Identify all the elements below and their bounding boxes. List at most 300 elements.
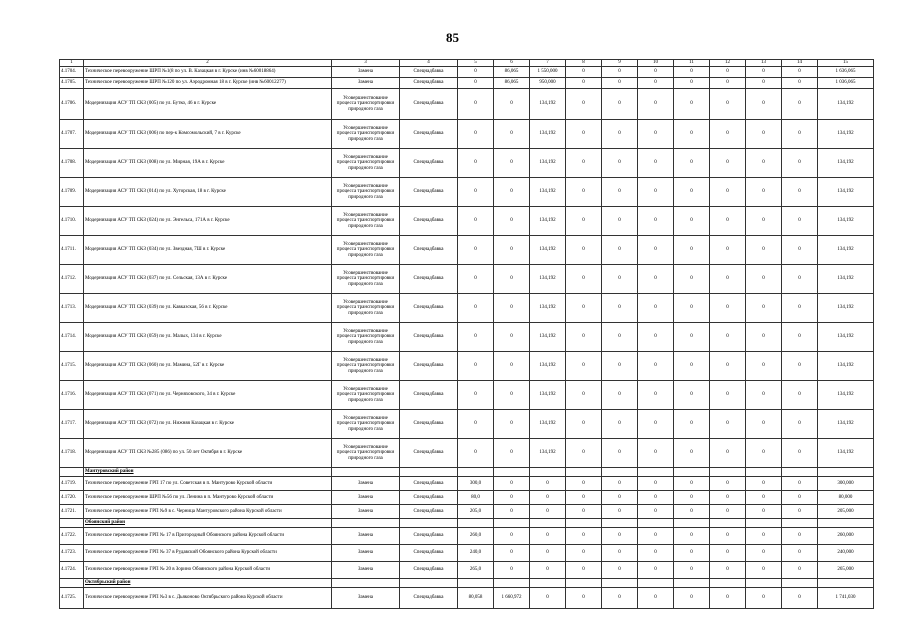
empty-cell	[818, 468, 874, 477]
empty-cell	[566, 519, 602, 528]
empty-cell	[60, 519, 84, 528]
empty-cell	[710, 579, 746, 588]
empty-cell	[782, 579, 818, 588]
value-cell: 0	[494, 120, 530, 149]
value-cell: 0	[602, 439, 638, 468]
value-cell: 134,192	[530, 381, 566, 410]
value-cell: 0	[674, 178, 710, 207]
empty-cell	[710, 519, 746, 528]
empty-cell	[674, 579, 710, 588]
object-name: Техническое перевооружение ГРП 17 по ул. Советская в п. Мантурово Курской области	[84, 477, 332, 491]
value-cell: 80,0	[458, 491, 494, 505]
value-cell: 0	[602, 588, 638, 609]
table-row	[60, 89, 874, 120]
value-cell: 86,065	[494, 67, 530, 78]
value-cell: 0	[602, 323, 638, 352]
value-cell: 0	[458, 323, 494, 352]
value-cell: 0	[638, 352, 674, 381]
column-number: 3	[332, 60, 400, 67]
section-row	[60, 468, 874, 477]
empty-cell	[566, 468, 602, 477]
value-cell: 0	[602, 207, 638, 236]
value-cell: 0	[530, 545, 566, 562]
value-cell: 0	[566, 67, 602, 78]
object-name: Модернизация АСУ ТП СКЗ (008) по ул. Мирная, 19А в г. Курске	[84, 149, 332, 178]
column-number: 12	[710, 60, 746, 67]
value-cell: 0	[746, 178, 782, 207]
object-name: Модернизация АСУ ТП СКЗ №285 (086) по ул. 50 лет Октября в г. Курске	[84, 439, 332, 468]
value-cell: 0	[458, 207, 494, 236]
value-cell: 0	[710, 67, 746, 78]
value-cell: 0	[746, 67, 782, 78]
empty-cell	[530, 519, 566, 528]
value-cell: 265,0	[458, 562, 494, 579]
total-value: 265,000	[818, 562, 874, 579]
value-cell: 0	[782, 67, 818, 78]
value-cell: 0	[710, 207, 746, 236]
table-row	[60, 491, 874, 505]
value-cell: 0	[638, 323, 674, 352]
action-type: Усовершенствование процесса транспортировки природного газа	[332, 323, 400, 352]
row-id: 4.1714.	[60, 323, 84, 352]
value-cell: 0	[494, 89, 530, 120]
action-type: Усовершенствование процесса транспортировки природного газа	[332, 120, 400, 149]
value-cell: 0	[638, 562, 674, 579]
funding-source: Спецнадбавка	[400, 410, 458, 439]
value-cell: 0	[674, 562, 710, 579]
value-cell: 0	[494, 323, 530, 352]
action-type: Замена	[332, 545, 400, 562]
value-cell: 0	[710, 588, 746, 609]
value-cell: 0	[566, 265, 602, 294]
value-cell: 0	[710, 78, 746, 89]
table-row	[60, 149, 874, 178]
value-cell: 0	[638, 528, 674, 545]
table-row	[60, 381, 874, 410]
object-name: Модернизация АСУ ТП СКЗ (005) по ул. Бутко, 46 в г. Курске	[84, 89, 332, 120]
action-type: Замена	[332, 528, 400, 545]
value-cell: 0	[494, 410, 530, 439]
row-id: 4.1706.	[60, 89, 84, 120]
total-value: 205,000	[818, 505, 874, 519]
action-type: Замена	[332, 588, 400, 609]
object-name: Техническое перевооружение ШРП №56 по ул. Ленина в п. Мантурово Курской области	[84, 491, 332, 505]
total-value: 134,192	[818, 352, 874, 381]
value-cell: 0	[782, 294, 818, 323]
table-row	[60, 236, 874, 265]
value-cell: 0	[566, 236, 602, 265]
table-row	[60, 265, 874, 294]
value-cell: 0	[710, 265, 746, 294]
column-number: 1	[60, 60, 84, 67]
page-number: 85	[446, 30, 459, 45]
value-cell: 0	[710, 120, 746, 149]
value-cell: 0	[782, 149, 818, 178]
total-value: 134,192	[818, 236, 874, 265]
value-cell: 0	[782, 477, 818, 491]
value-cell: 0	[638, 120, 674, 149]
value-cell: 0	[458, 410, 494, 439]
value-cell: 0	[494, 207, 530, 236]
table-row	[60, 294, 874, 323]
value-cell: 240,0	[458, 545, 494, 562]
value-cell: 0	[782, 588, 818, 609]
object-name: Модернизация АСУ ТП СКЗ (059) по ул. Малых, 134 в г. Курске	[84, 323, 332, 352]
empty-cell	[458, 579, 494, 588]
row-id: 4.1716.	[60, 381, 84, 410]
value-cell: 0	[458, 381, 494, 410]
value-cell: 0	[674, 323, 710, 352]
funding-source: Спецнадбавка	[400, 588, 458, 609]
value-cell: 0	[710, 439, 746, 468]
value-cell: 0	[494, 178, 530, 207]
table-row	[60, 505, 874, 519]
total-value: 240,000	[818, 545, 874, 562]
investment-table	[59, 59, 874, 609]
value-cell: 0	[530, 505, 566, 519]
value-cell: 0	[602, 67, 638, 78]
action-type: Усовершенствование процесса транспортировки природного газа	[332, 236, 400, 265]
value-cell: 0	[782, 491, 818, 505]
value-cell: 0	[602, 381, 638, 410]
empty-cell	[60, 579, 84, 588]
total-value: 1 741,030	[818, 588, 874, 609]
value-cell: 134,192	[530, 323, 566, 352]
object-name: Техническое перевооружение ГРП № 17 в Пригородный Обоянского района Курской области	[84, 528, 332, 545]
value-cell: 0	[494, 381, 530, 410]
value-cell: 0	[782, 352, 818, 381]
value-cell: 0	[782, 89, 818, 120]
funding-source: Спецнадбавка	[400, 528, 458, 545]
table-row	[60, 410, 874, 439]
value-cell: 0	[638, 149, 674, 178]
value-cell: 134,192	[530, 178, 566, 207]
value-cell: 0	[674, 294, 710, 323]
value-cell: 134,192	[530, 120, 566, 149]
value-cell: 0	[746, 505, 782, 519]
funding-source: Спецнадбавка	[400, 120, 458, 149]
value-cell: 0	[566, 410, 602, 439]
column-number: 13	[746, 60, 782, 67]
row-id: 4.1708.	[60, 149, 84, 178]
value-cell: 134,192	[530, 352, 566, 381]
empty-cell	[782, 519, 818, 528]
value-cell: 0	[674, 491, 710, 505]
empty-cell	[332, 519, 400, 528]
value-cell: 0	[602, 149, 638, 178]
value-cell: 0	[674, 149, 710, 178]
funding-source: Спецнадбавка	[400, 178, 458, 207]
value-cell: 0	[494, 545, 530, 562]
value-cell: 0	[746, 149, 782, 178]
value-cell: 0	[638, 381, 674, 410]
value-cell: 0	[494, 352, 530, 381]
empty-cell	[566, 579, 602, 588]
table-row	[60, 67, 874, 78]
empty-cell	[638, 519, 674, 528]
value-cell: 205,0	[458, 505, 494, 519]
object-name: Техническое перевооружение ГРП № 37 в Рудавский Обоянского района Курской области	[84, 545, 332, 562]
table-row	[60, 588, 874, 609]
value-cell: 0	[746, 120, 782, 149]
action-type: Усовершенствование процесса транспортировки природного газа	[332, 178, 400, 207]
column-number: 15	[818, 60, 874, 67]
value-cell: 0	[494, 562, 530, 579]
action-type: Усовершенствование процесса транспортировки природного газа	[332, 410, 400, 439]
total-value: 134,192	[818, 323, 874, 352]
object-name: Модернизация АСУ ТП СКЗ (039) по ул. Кавказская, 56 в г. Курске	[84, 294, 332, 323]
value-cell: 134,192	[530, 236, 566, 265]
empty-cell	[458, 468, 494, 477]
value-cell: 0	[458, 178, 494, 207]
table-row	[60, 323, 874, 352]
value-cell: 0	[746, 477, 782, 491]
value-cell: 0	[638, 178, 674, 207]
value-cell: 0	[674, 439, 710, 468]
value-cell: 0	[458, 294, 494, 323]
value-cell: 0	[746, 545, 782, 562]
value-cell: 0	[638, 588, 674, 609]
funding-source: Спецнадбавка	[400, 562, 458, 579]
row-id: 4.1719.	[60, 477, 84, 491]
empty-cell	[602, 579, 638, 588]
value-cell: 0	[782, 410, 818, 439]
value-cell: 0	[782, 207, 818, 236]
table-row	[60, 545, 874, 562]
total-value: 134,192	[818, 294, 874, 323]
section-title: Обоянский район	[84, 519, 332, 528]
value-cell: 0	[674, 236, 710, 265]
value-cell: 0	[782, 323, 818, 352]
value-cell: 0	[530, 491, 566, 505]
value-cell: 0	[638, 89, 674, 120]
funding-source: Спецнадбавка	[400, 149, 458, 178]
object-name: Модернизация АСУ ТП СКЗ (071) по ул. Черняховского, 34 в г. Курске	[84, 381, 332, 410]
value-cell: 0	[494, 491, 530, 505]
value-cell: 0	[710, 562, 746, 579]
value-cell: 0	[566, 505, 602, 519]
value-cell: 0	[638, 439, 674, 468]
action-type: Усовершенствование процесса транспортировки природного газа	[332, 294, 400, 323]
value-cell: 0	[710, 178, 746, 207]
object-name: Техническое перевооружение ГРП №3 в с. Дьяконово Октябрьского района Курской области	[84, 588, 332, 609]
value-cell: 0	[566, 528, 602, 545]
value-cell: 0	[566, 294, 602, 323]
value-cell: 0	[494, 505, 530, 519]
row-id: 4.1711.	[60, 236, 84, 265]
value-cell: 0	[782, 381, 818, 410]
value-cell: 0	[602, 178, 638, 207]
value-cell: 0	[746, 294, 782, 323]
value-cell: 134,192	[530, 294, 566, 323]
row-id: 4.1724.	[60, 562, 84, 579]
value-cell: 0	[710, 528, 746, 545]
total-value: 134,192	[818, 120, 874, 149]
funding-source: Спецнадбавка	[400, 323, 458, 352]
value-cell: 0	[494, 439, 530, 468]
value-cell: 0	[494, 236, 530, 265]
section-row	[60, 579, 874, 588]
value-cell: 0	[710, 545, 746, 562]
funding-source: Спецнадбавка	[400, 67, 458, 78]
value-cell: 0	[746, 410, 782, 439]
total-value: 1 036,065	[818, 78, 874, 89]
value-cell: 0	[566, 545, 602, 562]
row-id: 4.1713.	[60, 294, 84, 323]
total-value: 134,192	[818, 89, 874, 120]
total-value: 1 636,065	[818, 67, 874, 78]
row-id: 4.1721.	[60, 505, 84, 519]
value-cell: 0	[602, 477, 638, 491]
value-cell: 0	[602, 265, 638, 294]
funding-source: Спецнадбавка	[400, 477, 458, 491]
total-value: 134,192	[818, 410, 874, 439]
funding-source: Спецнадбавка	[400, 207, 458, 236]
total-value: 134,192	[818, 178, 874, 207]
column-number: 9	[602, 60, 638, 67]
value-cell: 0	[746, 352, 782, 381]
value-cell: 1 660,972	[494, 588, 530, 609]
value-cell: 0	[566, 588, 602, 609]
object-name: Модернизация АСУ ТП СКЗ (060) по ул. Мамина, 52Г в г. Курске	[84, 352, 332, 381]
action-type: Замена	[332, 78, 400, 89]
value-cell: 0	[710, 323, 746, 352]
empty-cell	[638, 579, 674, 588]
value-cell: 0	[710, 410, 746, 439]
row-id: 4.1725.	[60, 588, 84, 609]
value-cell: 0	[458, 439, 494, 468]
value-cell: 0	[674, 528, 710, 545]
value-cell: 950,000	[530, 78, 566, 89]
action-type: Усовершенствование процесса транспортировки природного газа	[332, 149, 400, 178]
value-cell: 0	[530, 528, 566, 545]
empty-cell	[674, 468, 710, 477]
value-cell: 0	[746, 323, 782, 352]
value-cell: 0	[674, 265, 710, 294]
column-number: 8	[566, 60, 602, 67]
value-cell: 0	[638, 207, 674, 236]
value-cell: 0	[674, 78, 710, 89]
value-cell: 0	[674, 477, 710, 491]
value-cell: 134,192	[530, 207, 566, 236]
total-value: 134,192	[818, 149, 874, 178]
value-cell: 0	[602, 78, 638, 89]
value-cell: 134,192	[530, 265, 566, 294]
action-type: Усовершенствование процесса транспортировки природного газа	[332, 439, 400, 468]
row-id: 4.1722.	[60, 528, 84, 545]
value-cell: 0	[782, 78, 818, 89]
value-cell: 0	[746, 562, 782, 579]
value-cell: 300,0	[458, 477, 494, 491]
funding-source: Спецнадбавка	[400, 89, 458, 120]
row-id: 4.1710.	[60, 207, 84, 236]
value-cell: 0	[746, 588, 782, 609]
value-cell: 0	[458, 352, 494, 381]
value-cell: 0	[566, 89, 602, 120]
value-cell: 0	[566, 491, 602, 505]
table-row	[60, 207, 874, 236]
row-id: 4.1709.	[60, 178, 84, 207]
value-cell: 0	[746, 381, 782, 410]
funding-source: Спецнадбавка	[400, 265, 458, 294]
value-cell: 0	[566, 323, 602, 352]
table-row	[60, 439, 874, 468]
value-cell: 0	[566, 439, 602, 468]
value-cell: 0	[710, 491, 746, 505]
funding-source: Спецнадбавка	[400, 505, 458, 519]
value-cell: 80,058	[458, 588, 494, 609]
value-cell: 0	[746, 207, 782, 236]
value-cell: 0	[566, 120, 602, 149]
empty-cell	[494, 468, 530, 477]
column-number: 5	[458, 60, 494, 67]
empty-cell	[530, 579, 566, 588]
value-cell: 0	[710, 294, 746, 323]
value-cell: 0	[638, 67, 674, 78]
action-type: Усовершенствование процесса транспортировки природного газа	[332, 207, 400, 236]
value-cell: 0	[602, 236, 638, 265]
empty-cell	[400, 468, 458, 477]
value-cell: 0	[710, 236, 746, 265]
value-cell: 0	[674, 207, 710, 236]
value-cell: 0	[602, 294, 638, 323]
value-cell: 134,192	[530, 439, 566, 468]
total-value: 134,192	[818, 207, 874, 236]
column-number: 10	[638, 60, 674, 67]
empty-cell	[494, 579, 530, 588]
table-row	[60, 528, 874, 545]
action-type: Замена	[332, 491, 400, 505]
value-cell: 0	[458, 67, 494, 78]
value-cell: 0	[494, 528, 530, 545]
action-type: Усовершенствование процесса транспортировки природного газа	[332, 89, 400, 120]
funding-source: Спецнадбавка	[400, 381, 458, 410]
row-id: 4.1712.	[60, 265, 84, 294]
table-row	[60, 562, 874, 579]
value-cell: 0	[458, 236, 494, 265]
value-cell: 0	[674, 410, 710, 439]
empty-cell	[60, 468, 84, 477]
value-cell: 1 550,000	[530, 67, 566, 78]
value-cell: 0	[782, 265, 818, 294]
row-id: 4.1723.	[60, 545, 84, 562]
value-cell: 0	[710, 149, 746, 178]
value-cell: 0	[494, 477, 530, 491]
object-name: Техническое перевооружение ГРП №9 в с. Черница Мантуровского района Курской области	[84, 505, 332, 519]
column-number: 14	[782, 60, 818, 67]
value-cell: 0	[674, 505, 710, 519]
value-cell: 134,192	[530, 89, 566, 120]
empty-cell	[710, 468, 746, 477]
value-cell: 0	[602, 120, 638, 149]
total-value: 134,192	[818, 439, 874, 468]
column-number: 7	[530, 60, 566, 67]
value-cell: 0	[458, 265, 494, 294]
object-name: Модернизация АСУ ТП СКЗ (006) по пер-к Комсомольский, 7 в г. Курске	[84, 120, 332, 149]
table-row	[60, 352, 874, 381]
empty-cell	[746, 519, 782, 528]
empty-cell	[458, 519, 494, 528]
value-cell: 0	[674, 381, 710, 410]
empty-cell	[332, 579, 400, 588]
row-id: 4.1707.	[60, 120, 84, 149]
object-name: Модернизация АСУ ТП СКЗ (037) по ул. Сельская, 13А в г. Курске	[84, 265, 332, 294]
empty-cell	[746, 579, 782, 588]
object-name: Модернизация АСУ ТП СКЗ (014) по ул. Хуторская, 18 в г. Курске	[84, 178, 332, 207]
value-cell: 0	[746, 78, 782, 89]
total-value: 80,000	[818, 491, 874, 505]
value-cell: 0	[674, 352, 710, 381]
